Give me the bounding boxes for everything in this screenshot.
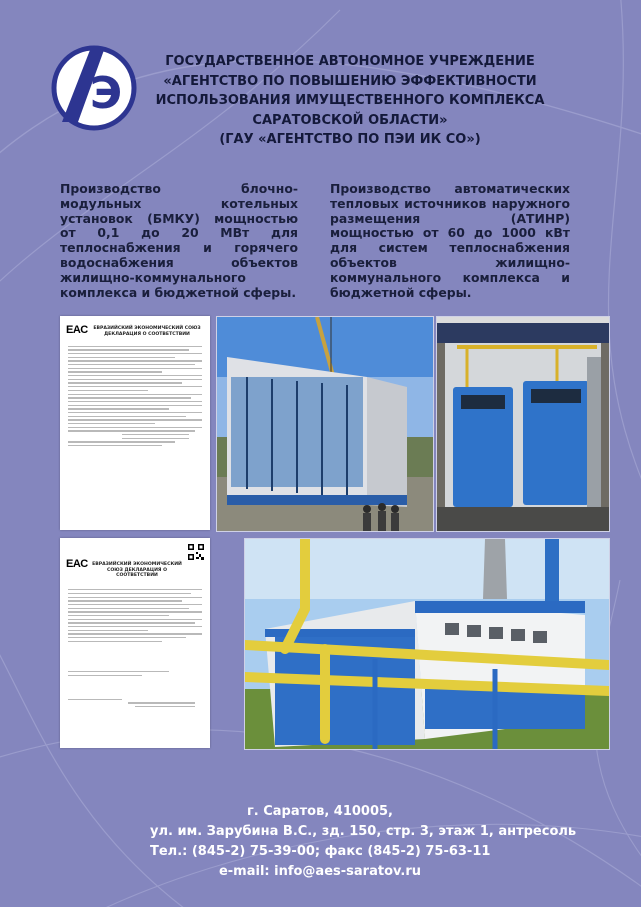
- org-line-1: ГОСУДАРСТВЕННОЕ АВТОНОМНОЕ УЧРЕЖДЕНИЕ: [165, 54, 535, 69]
- certificate-title: ЕВРАЗИЙСКИЙ ЭКОНОМИЧЕСКИЙ СОЮЗ ДЕКЛАРАЦИЯ О СООТВЕТСТВИИ: [93, 326, 201, 337]
- photo-boiler-module-installation: [216, 316, 434, 532]
- org-line-4: САРАТОВСКОЙ ОБЛАСТИ»: [252, 112, 448, 128]
- contact-email[interactable]: e-mail: info@aes-saratov.ru: [218, 864, 422, 879]
- product-atinr-text: Производство автоматических тепловых источников наружного размещения (АТИНР) мощностью от 60 до 1000 кВт для систем теплоснабжения объектов жилищно-коммунального комплекса и бюджетной сферы.: [330, 181, 570, 300]
- org-line-3: ИСПОЛЬЗОВАНИЯ ИМУЩЕСТВЕННОГО КОМПЛЕКСА: [155, 93, 545, 108]
- eac-mark: EAC: [66, 558, 88, 570]
- organization-title: [150, 52, 550, 150]
- contact-address: ул. им. Зарубина В.С., зд. 150, стр. 3, этаж 1, антресоль: [150, 824, 577, 839]
- agency-logo: [48, 42, 140, 134]
- org-line-2: «АГЕНТСТВО ПО ПОВЫШЕНИЮ ЭФФЕКТИВНОСТИ: [163, 73, 537, 89]
- photo-boilers-interior: [436, 316, 610, 532]
- photo-atinr-building: [244, 538, 610, 750]
- certificate-document-2: [60, 538, 210, 748]
- eac-mark: EAC: [66, 324, 88, 336]
- product-bmku-text: Производство блочно-модульных котельных установок (БМКУ) мощностью от 0,1 до 20 МВт для теплоснабжения и горячего водоснабжения объектов жилищно-коммунального комплекса и бюджетной сферы.: [60, 181, 298, 300]
- org-line-5: (ГАУ «АГЕНТСТВО ПО ПЭИ ИК СО»): [219, 132, 481, 147]
- contact-city: г. Саратов, 410005,: [246, 804, 393, 819]
- contact-phone: Тел.: (845-2) 75-39-00; факс (845-2) 75-63-11: [150, 844, 491, 859]
- logo-letter: Э: [89, 68, 123, 119]
- contact-block: [150, 802, 577, 882]
- certificate-document-1: [60, 316, 210, 530]
- certificate-title: ЕВРАЗИЙСКИЙ ЭКОНОМИЧЕСКИЙ СОЮЗ ДЕКЛАРАЦИЯ О СООТВЕТСТВИИ: [92, 562, 182, 579]
- qr-code: [188, 544, 204, 560]
